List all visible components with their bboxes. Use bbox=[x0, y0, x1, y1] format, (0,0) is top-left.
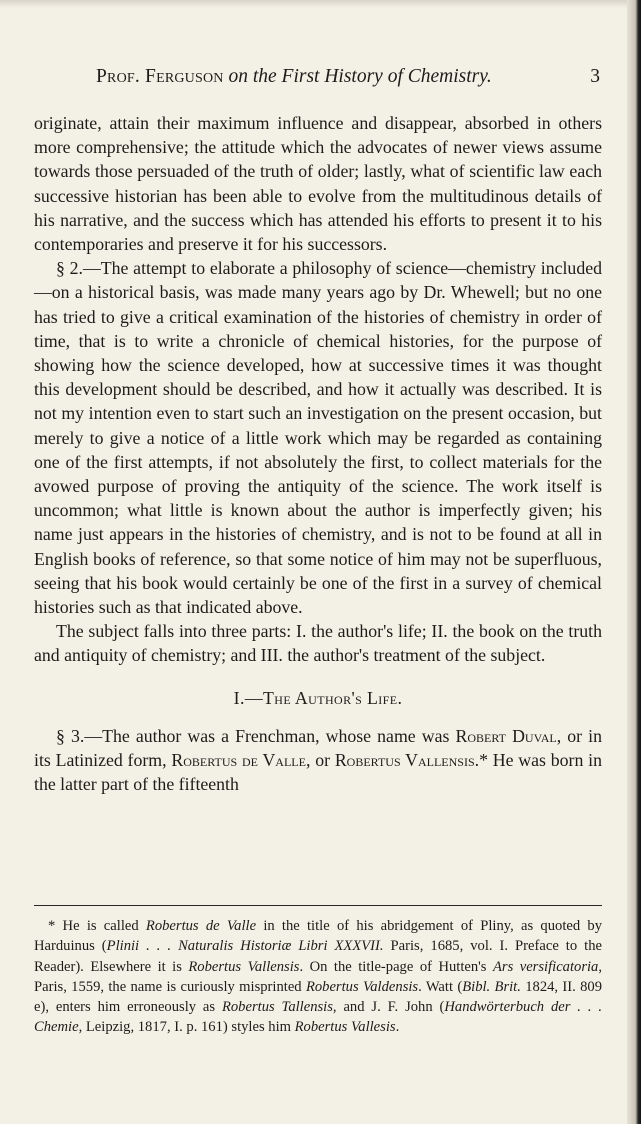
footnote: * He is called Robertus de Valle in the title of his abridgement of Pliny, as quoted by Harduinus (Plinii . . . Naturalis Historiæ Libri XXXVII. Paris, 1685, vol. I. Preface to the Reader). Elsewhere it is Robertus Vallensis. On the title-page of Hutten's Ars versificatoria, Paris, 1559, the name is curiously misprinted Robertus Valdensis. Watt (Bibl. Brit. 1824, II. 809 e), enters him erroneously as Robertus Tallensis, and J. F. John (Handwörterbuch der . . . Chemie, Leipzig, 1817, I. p. 161) styles him Robertus Vallesis. bbox=[34, 918, 603, 1036]
paragraph-3: The subject falls into three parts: I. the author's life; II. the book on the truth and antiquity of chemistry; and III. the author's treatment of the subject. bbox=[34, 621, 602, 666]
main-text bbox=[34, 111, 602, 796]
page-top-shadow bbox=[0, 0, 641, 8]
running-title: Prof. Ferguson on the First History of Chemistry. bbox=[96, 66, 492, 87]
paragraph-4: § 3.—The author was a Frenchman, whose name was Robert Duval, or in its Latinized form, Robertus de Valle, or Robertus Vallensis.* He was born in the latter part of the fifteenth bbox=[34, 725, 602, 795]
section-heading: I.—The Author's Life. bbox=[233, 687, 403, 708]
page-number: 3 bbox=[590, 66, 600, 87]
paragraph-2: § 2.—The attempt to elaborate a philosophy of science—chemistry included—on a historical basis, was made many years ago by Dr. Whewell; but no one has tried to give a critical examination of the histories of chemistry in order of time, that is to write a chronicle of chemical histories, for the purpose of showing how the science developed, how at successive times it was thought this development should be described, and how it actually was described. It is not my intention even to start such an investigation on the present occasion, but merely to give a notice of a little work which may be regarded as containing one of the first attempts, if not absolutely the first, to collect materials for the avowed purpose of proving the antiquity of the science. The work itself is uncommon; what little is known about the author is imperfectly given; his name just appears in the histories of chemistry, and is not to be found at all in English books of reference, so that some notice of him may not be superfluous, seeing that his book would certainly be one of the first in a survey of chemical histories such as that indicated above. bbox=[34, 258, 602, 618]
running-header bbox=[34, 66, 600, 92]
paragraph-1: originate, attain their maximum influence and disappear, absorbed in others more comprehensive; the attitude which the advocates of newer views assume towards those persuaded of the truth of older; lastly, what of scientific law each successive historian has been able to evolve from the multitudinous details of his narrative, and the success which has attended his efforts to present it to his contemporaries and preserve it for his successors. bbox=[34, 113, 602, 255]
page-binding-edge bbox=[627, 0, 641, 1124]
footnote-divider bbox=[34, 905, 602, 906]
